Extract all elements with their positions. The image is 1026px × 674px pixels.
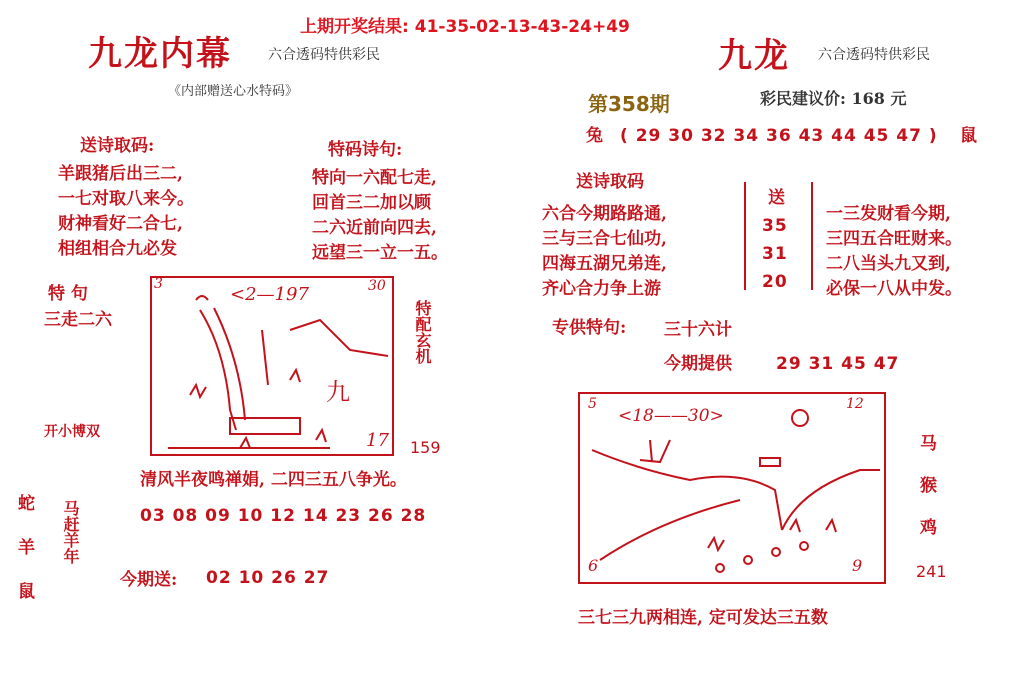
right-sketch-corner-bl: 6 [588, 556, 599, 575]
provide-numbers: 29 31 45 47 [776, 354, 900, 374]
tema-line: 远望三一立一五。 [312, 243, 448, 263]
tema-head: 特码诗句: [328, 140, 403, 160]
left-sketch-corner-tl: 3 [154, 276, 163, 292]
left-sketch-num: 17 [366, 430, 389, 451]
today-label: 今期送: [120, 570, 178, 590]
tejü-value: 三走二六 [44, 310, 112, 330]
left-subtitle: 《内部赠送心水特码》 [168, 84, 299, 99]
right-poem-line: 三与三合七仙功, [542, 229, 667, 249]
tema-line: 回首三二加以顾 [312, 193, 431, 213]
right-poem-line: 四海五湖兄弟连, [542, 254, 667, 274]
right-poem-line: 齐心合力争上游 [542, 279, 661, 299]
right-line: 一三发财看今期, [826, 204, 951, 224]
provide-label: 今期提供 [664, 354, 732, 374]
zodiac-numbers: ( 29 30 32 34 36 43 44 45 47 ) [620, 126, 938, 146]
left-poem-line: 一七对取八来今。 [58, 189, 194, 209]
price-label: 彩民建议价: [760, 89, 846, 108]
right-line: 二八当头九又到, [826, 254, 951, 274]
last-result-numbers: 41-35-02-13-43-24+49 [414, 17, 630, 37]
send-number: 35 [762, 216, 788, 236]
left-side-number: 159 [410, 438, 441, 457]
tema-line: 二六近前向四去, [312, 218, 437, 238]
right-poem-head: 送诗取码 [576, 172, 644, 192]
tejü-label: 特 句 [48, 284, 88, 304]
last-result-label: 上期开奖结果: [300, 17, 409, 37]
today-numbers: 02 10 26 27 [206, 568, 330, 588]
right-poem-line: 六合今期路路通, [542, 204, 667, 224]
left-title: 九龙内幕 [88, 34, 232, 74]
animal-right-1: 猴 [920, 476, 937, 496]
right-title: 九龙 [718, 36, 790, 76]
tema-line: 特向一六配七走, [312, 168, 437, 188]
special-label: 专供特句: [552, 318, 627, 338]
price-value: 168 元 [851, 89, 907, 108]
left-numbers-row: 03 08 09 10 12 14 23 26 28 [140, 506, 427, 526]
send-number: 31 [762, 244, 788, 264]
send-number: 20 [762, 272, 788, 292]
right-side-number: 241 [916, 562, 947, 581]
right-sketch-range: <18——30> [618, 406, 724, 426]
left-tagline: 六合透码特供彩民 [268, 47, 380, 63]
right-line: 必保一八从中发。 [826, 279, 962, 299]
animal-left-2: 鼠 [18, 582, 35, 602]
kai-label: 开小博双 [44, 424, 100, 440]
left-poem-line: 财神看好二合七, [58, 214, 183, 234]
right-sketch-corner-tl: 5 [588, 396, 597, 412]
animal-right-0: 马 [920, 434, 937, 454]
left-poem-line: 相组相合九必发 [58, 239, 177, 259]
animal-left-1: 羊 [18, 538, 35, 558]
left-sketch-corner-tr: 30 [368, 278, 386, 294]
right-footer: 三七三九两相连, 定可发达三五数 [578, 608, 828, 628]
left-sketch-range: <2—197 [230, 284, 309, 305]
animal-left-0: 蛇 [18, 494, 35, 514]
right-sketch-corner-br: 9 [852, 556, 863, 575]
left-verse: 清风半夜鸣禅娟, 二四三五八争光。 [140, 470, 407, 490]
zodiac-end: 鼠 [960, 126, 977, 146]
animal-right-2: 鸡 [920, 518, 937, 538]
issue-number: 第358期 [588, 92, 670, 116]
right-line: 三四五合旺财来。 [826, 229, 962, 249]
horse-vertical: 马赶羊年 [61, 500, 80, 564]
right-tagline: 六合透码特供彩民 [818, 47, 930, 63]
left-poem-head: 送诗取码: [80, 136, 155, 156]
special-value: 三十六计 [664, 320, 732, 340]
right-sketch-corner-tr: 12 [846, 396, 864, 412]
zodiac-start: 兔 [586, 126, 603, 146]
send-head: 送 [768, 188, 785, 208]
left-sketch-char: 九 [326, 378, 350, 406]
left-poem-line: 羊跟猪后出三二, [58, 164, 183, 184]
left-side-vertical: 特配玄机 [413, 300, 432, 364]
